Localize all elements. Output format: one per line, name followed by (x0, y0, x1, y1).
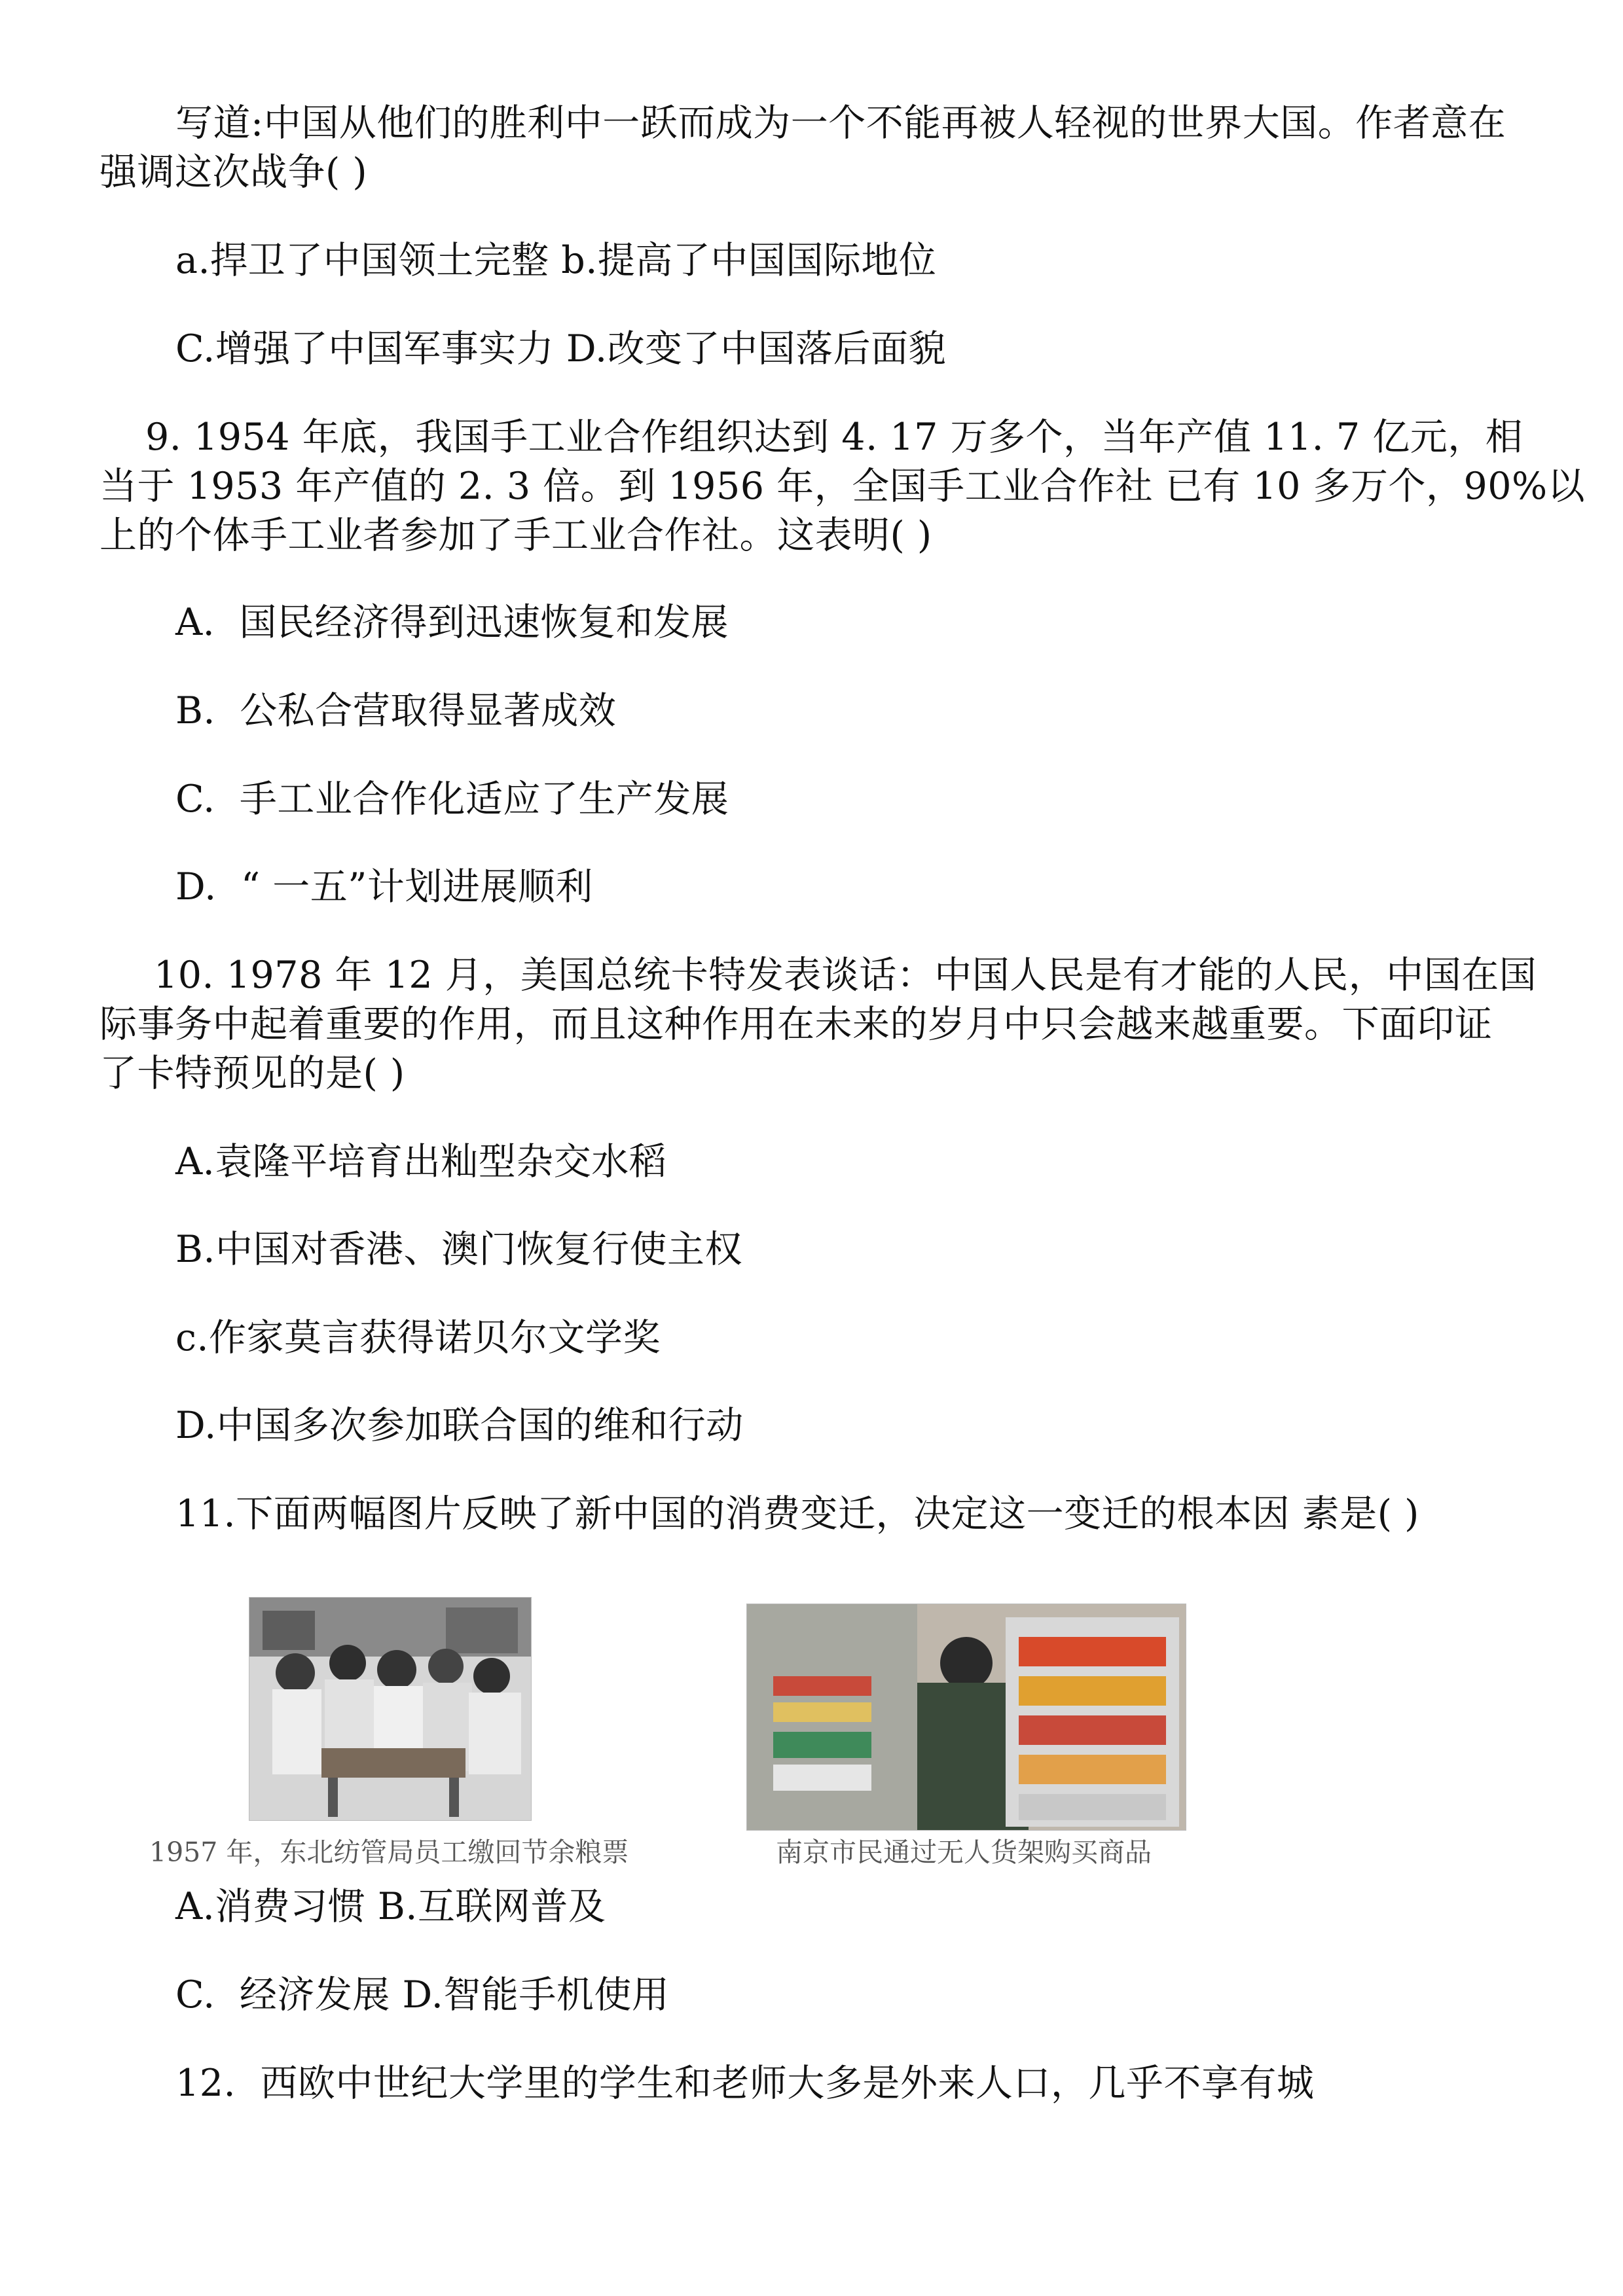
photo-grain-coupons-1957 (249, 1597, 532, 1821)
q11-options-cd: C. 经济发展 D.智能手机使用 (175, 1973, 670, 2017)
q8-text-line-2: 强调这次战争( ) (100, 151, 368, 194)
q8-options-ab: a.捍卫了中国领土完整 b.提高了中国国际地位 (175, 239, 937, 282)
photo-unmanned-shelf-nanjing (746, 1604, 1186, 1831)
q11-text-line-1: 11.下面两幅图片反映了新中国的消费变迁，决定这一变迁的根本因 素是( ) (175, 1492, 1419, 1535)
q12-text-line-1: 12. 西欧中世纪大学里的学生和老师大多是外来人口，几乎不享有城 (175, 2062, 1315, 2105)
q9-option-c: C. 手工业合作化适应了生产发展 (175, 778, 729, 821)
q9-text-line-2: 当于 1953 年产值的 2. 3 倍。到 1956 年，全国手工业合作社 已有 10 多万个，90%以 (100, 465, 1586, 508)
q11-options-ab: A.消费习惯 B.互联网普及 (175, 1885, 606, 1928)
q10-text-line-3: 了卡特预见的是( ) (100, 1052, 405, 1095)
q9-text-line-1: 9. 1954 年底，我国手工业合作组织达到 4. 17 万多个，当年产值 11. 7 亿元，相 (145, 416, 1523, 459)
q9-option-d: D. “ 一五”计划进展顺利 (175, 865, 593, 908)
q9-option-a: A. 国民经济得到迅速恢复和发展 (175, 601, 729, 644)
q10-text-line-2: 际事务中起着重要的作用，而且这种作用在未来的岁月中只会越来越重要。下面印证 (100, 1003, 1493, 1046)
q9-text-line-3: 上的个体手工业者参加了手工业合作社。这表明( ) (100, 514, 932, 557)
q9-option-b: B. 公私合营取得显著成效 (175, 689, 617, 732)
q10-option-d: D.中国多次参加联合国的维和行动 (175, 1404, 744, 1447)
caption-left-photo: 1957 年，东北纺管局员工缴回节余粮票 (149, 1837, 629, 1868)
q8-options-cd: C.增强了中国军事实力 D.改变了中国落后面貌 (175, 327, 947, 370)
q10-option-c: c.作家莫言获得诺贝尔文学奖 (175, 1316, 661, 1359)
q8-text-line-1: 写道:中国从他们的胜利中一跃而成为一个不能再被人轻视的世界大国。作者意在 (175, 101, 1506, 145)
q10-option-b: B.中国对香港、澳门恢复行使主权 (175, 1228, 743, 1271)
q10-text-line-1: 10. 1978 年 12 月，美国总统卡特发表谈话：中国人民是有才能的人民，中国在国 (154, 954, 1537, 997)
caption-right-photo: 南京市民通过无人货架购买商品 (776, 1837, 1152, 1868)
q10-option-a: A.袁隆平培育出籼型杂交水稻 (175, 1140, 667, 1183)
